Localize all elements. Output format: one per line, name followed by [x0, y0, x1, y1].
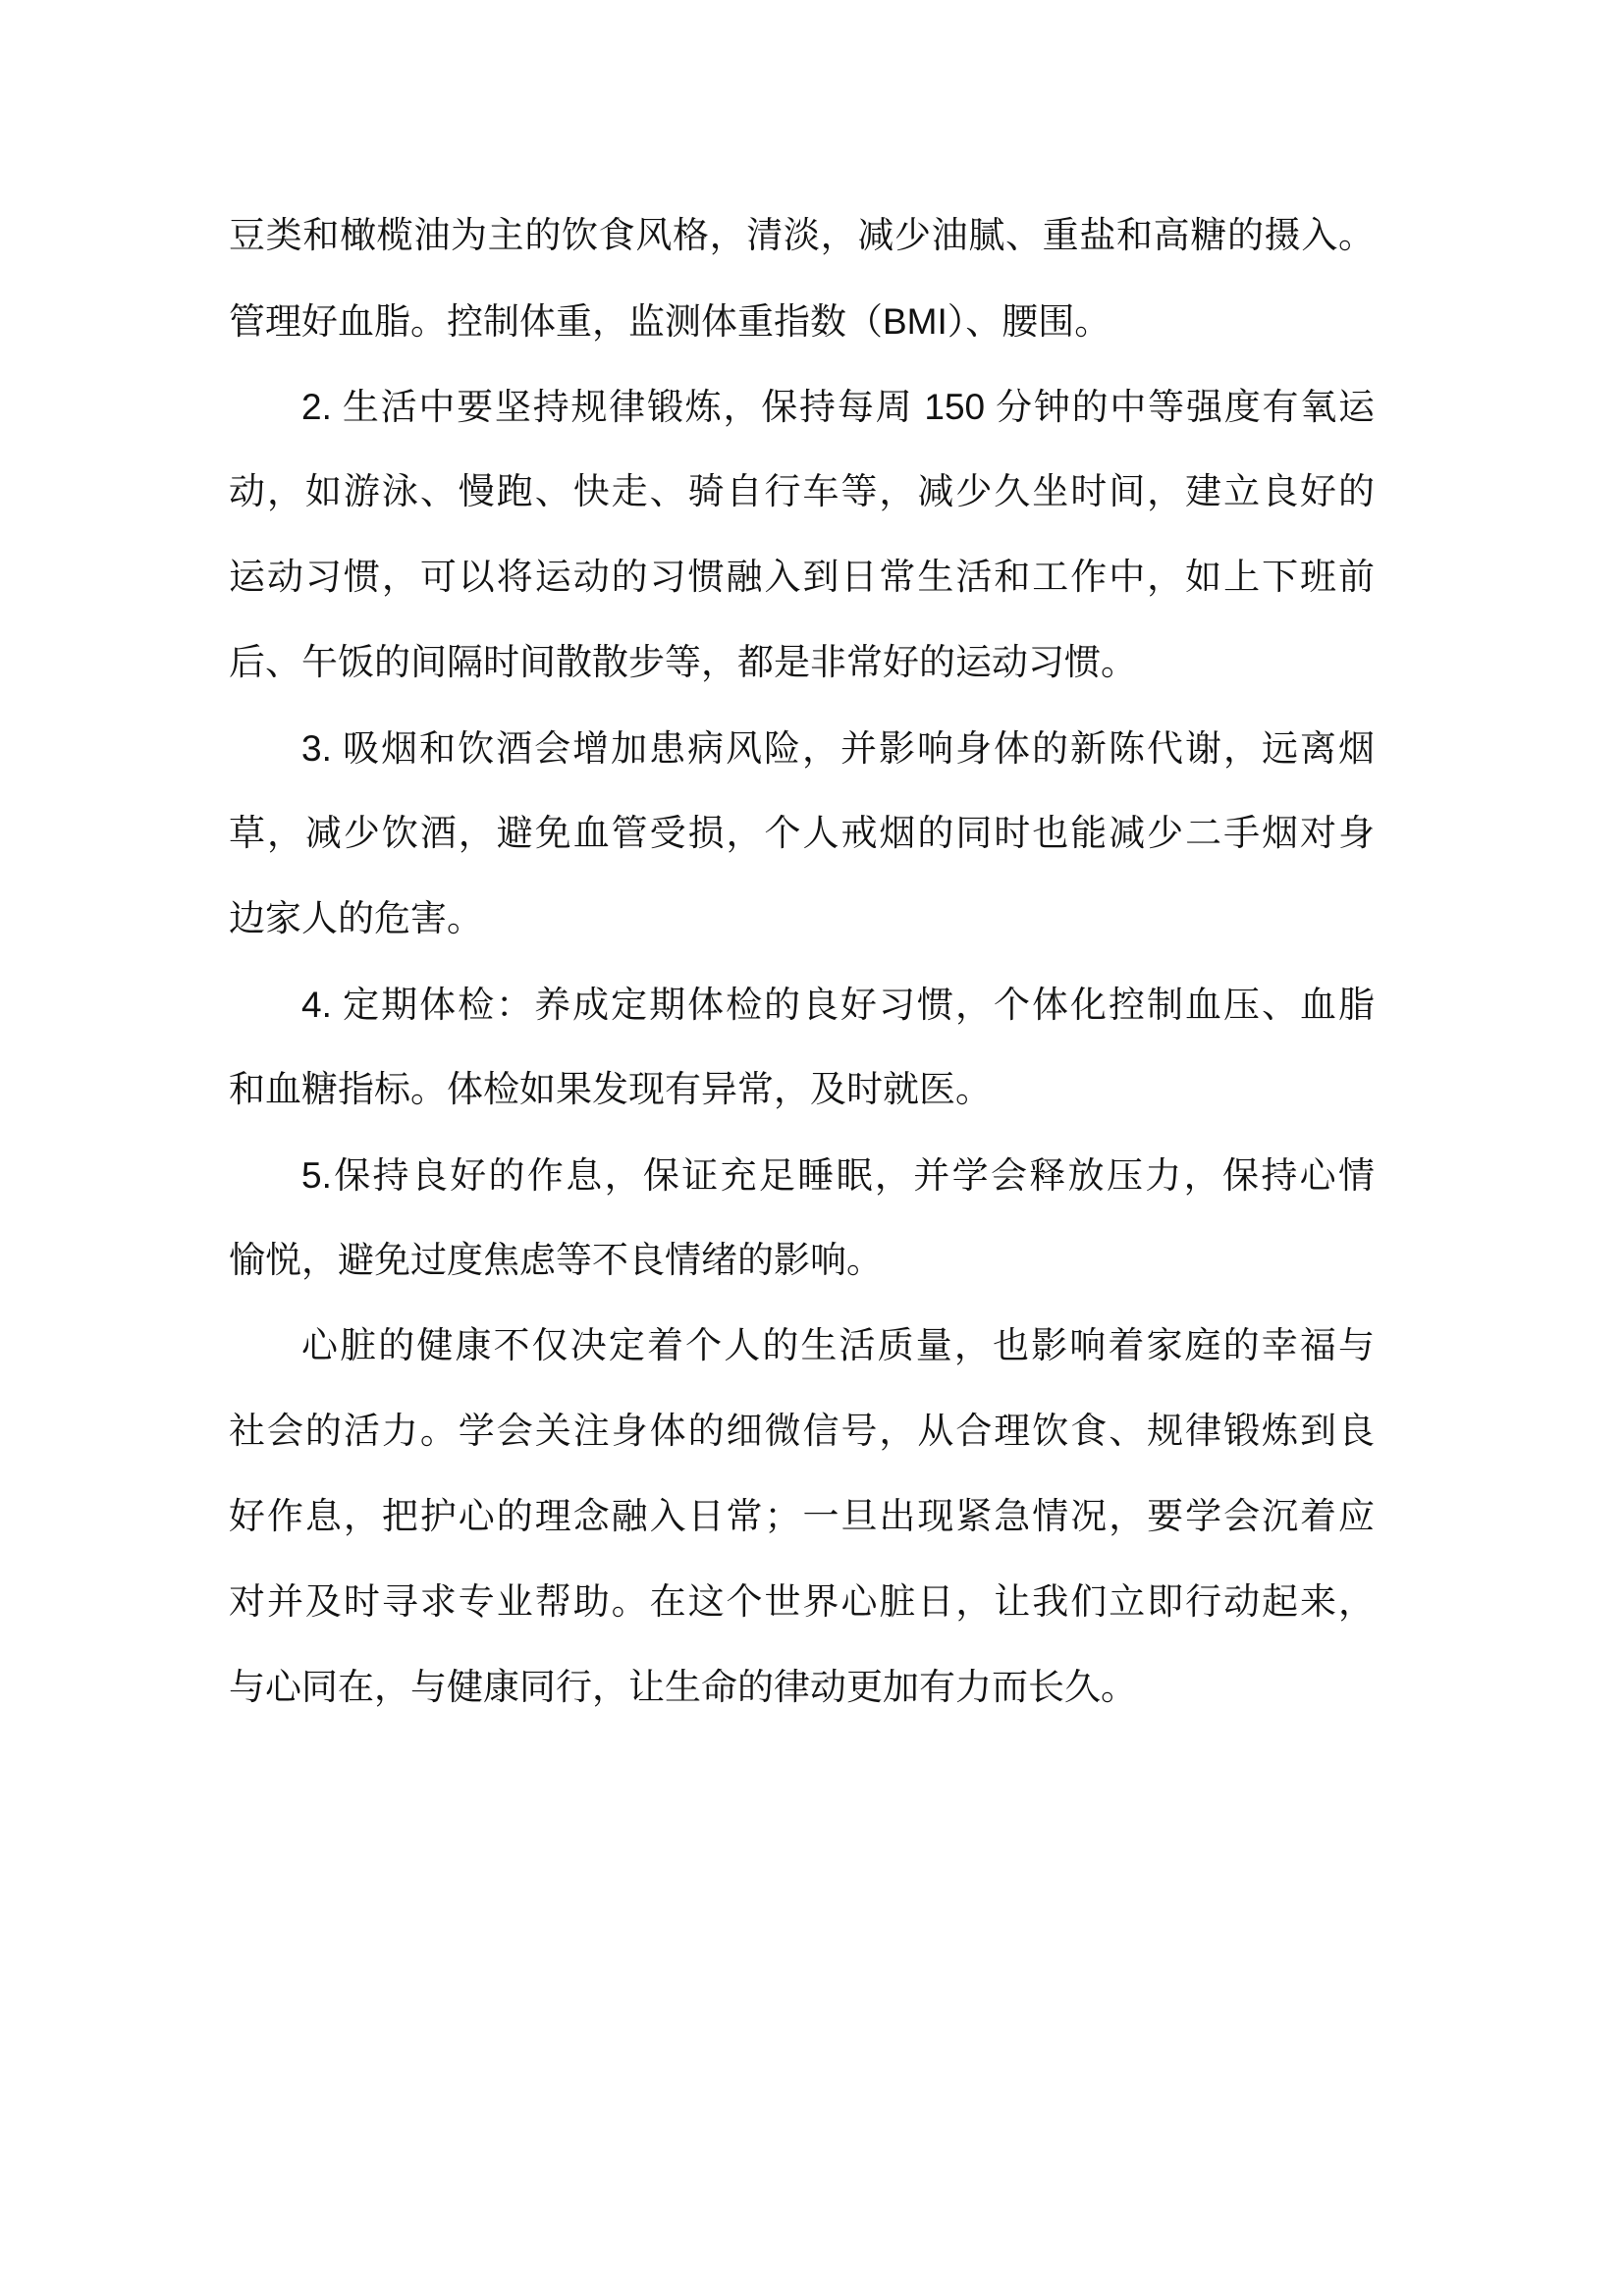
text-line: 2. 生活中要坚持规律锻炼，保持每周 150 分钟的中等强度有氧运 — [301, 387, 1375, 428]
text-line: 运动习惯，可以将运动的习惯融入到日常生活和工作中，如上下班前 — [229, 558, 1375, 598]
text-line: 与心同在，与健康同行，让生命的律动更加有力而长久。 — [229, 1668, 1137, 1708]
text-line: 社会的活力。学会关注身体的细微信号，从合理饮食、规律锻炼到良 — [229, 1412, 1375, 1452]
paragraph — [229, 1304, 1375, 1731]
text-line: 动，如游泳、慢跑、快走、骑自行车等，减少久坐时间，建立良好的 — [229, 472, 1375, 512]
text-line: 草，减少饮酒，避免血管受损，个人戒烟的同时也能减少二手烟对身 — [229, 814, 1375, 854]
paragraph — [229, 364, 1375, 706]
text-line: 边家人的危害。 — [229, 899, 483, 939]
text-line: 3. 吸烟和饮酒会增加患病风险，并影响身体的新陈代谢，远离烟 — [301, 728, 1375, 770]
text-line: 后、午饭的间隔时间散散步等，都是非常好的运动习惯。 — [229, 643, 1137, 683]
text-line: 愉悦，避免过度焦虑等不良情绪的影响。 — [229, 1241, 883, 1281]
text-line: 对并及时寻求专业帮助。在这个世界心脏日，让我们立即行动起来， — [229, 1582, 1375, 1623]
document-body — [229, 193, 1375, 1731]
latin-text: 3. — [301, 728, 332, 769]
text-line: 好作息，把护心的理念融入日常；一旦出现紧急情况，要学会沉着应 — [229, 1497, 1375, 1537]
paragraph — [229, 706, 1375, 962]
paragraph — [229, 962, 1375, 1133]
paragraph — [229, 193, 1375, 364]
latin-text: 2. — [301, 387, 332, 427]
latin-text: BMI — [883, 301, 947, 342]
text-line: 和血糖指标。体检如果发现有异常，及时就医。 — [229, 1070, 992, 1110]
latin-text: 150 — [924, 387, 986, 427]
latin-text: 5. — [301, 1155, 332, 1196]
text-line: 豆类和橄榄油为主的饮食风格，清淡，减少油腻、重盐和高糖的摄入。 — [229, 216, 1375, 256]
latin-text: 4. — [301, 985, 332, 1025]
text-line: 管理好血脂。控制体重，监测体重指数（BMI）、腰围。 — [229, 301, 1111, 343]
text-line: 4. 定期体检：养成定期体检的良好习惯，个体化控制血压、血脂 — [301, 985, 1375, 1026]
text-line: 心脏的健康不仅决定着个人的生活质量，也影响着家庭的幸福与 — [301, 1326, 1375, 1366]
paragraph — [229, 1133, 1375, 1304]
text-line: 5.保持良好的作息，保证充足睡眠，并学会释放压力，保持心情 — [301, 1155, 1375, 1197]
